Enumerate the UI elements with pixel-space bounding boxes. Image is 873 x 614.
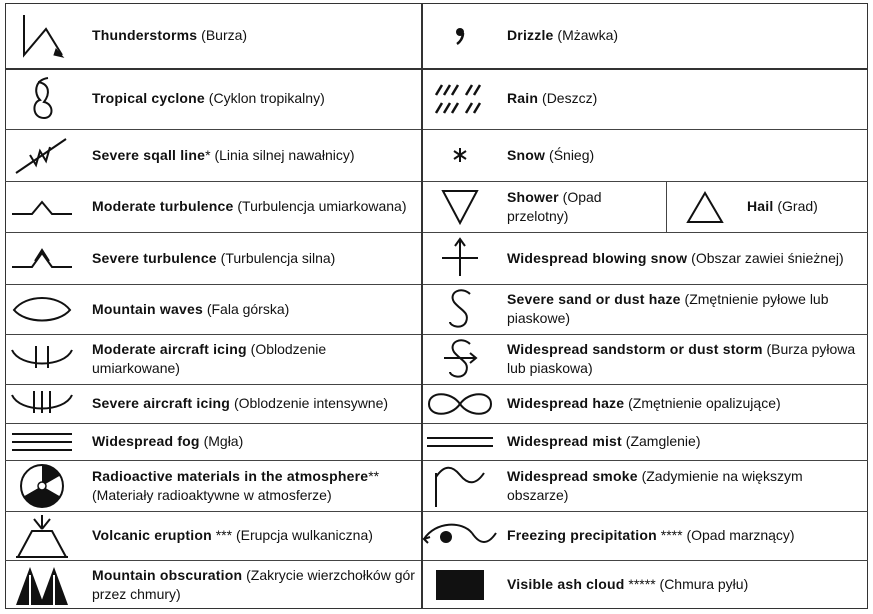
symbol-name: Radioactive materials in the atmosphere xyxy=(92,467,369,484)
legend-item-extra xyxy=(747,181,862,232)
tropical-cyclone-icon xyxy=(1,68,83,129)
symbol-name: Widespread blowing snow xyxy=(507,249,688,266)
legend-item-right xyxy=(507,334,860,384)
symbol-translation: (Cyklon tropikalny) xyxy=(204,90,325,106)
mountain-waves-icon xyxy=(1,284,83,334)
symbol-translation: (Zamglenie) xyxy=(621,433,701,449)
moderate-turbulence-icon xyxy=(1,181,83,232)
legend-item-right xyxy=(507,384,860,423)
hail-divider xyxy=(666,181,667,232)
legend-item-right xyxy=(507,511,860,560)
legend-item-left xyxy=(92,284,417,334)
symbol-name: Severe sqall line xyxy=(92,146,206,163)
legend-item-left xyxy=(92,423,417,460)
symbol-translation: (Oblodzenie umiarkowane) xyxy=(92,341,327,376)
legend-item-right xyxy=(507,129,860,181)
symbol-name: Widespread fog xyxy=(92,433,200,449)
mist-icon xyxy=(419,423,501,460)
legend-item-right xyxy=(507,68,860,129)
legend-item-right xyxy=(507,460,860,511)
symbol-name: Severe sand or dust haze xyxy=(507,291,681,307)
symbol-translation: (Burza pyłowa lub piaskowa) xyxy=(507,341,856,376)
thunderstorm-icon xyxy=(1,3,83,68)
sandstorm-icon xyxy=(419,334,501,384)
symbol-translation: (Mżawka) xyxy=(553,27,619,43)
symbol-translation: (Deszcz) xyxy=(538,90,598,106)
blowing-snow-icon xyxy=(419,232,501,284)
volcano-icon xyxy=(1,511,83,560)
symbol-translation: (Zmętnienie pyłowe lub piaskowe) xyxy=(507,291,829,326)
radioactive-icon xyxy=(1,460,83,511)
sand-dust-haze-icon xyxy=(419,284,501,334)
symbol-name: Widespread mist xyxy=(507,433,622,449)
legend-item-left xyxy=(92,460,417,511)
symbol-name: Widespread sandstorm or dust storm xyxy=(507,341,763,357)
freezing-precipitation-icon xyxy=(419,511,501,560)
fog-icon xyxy=(1,423,83,460)
symbol-name: Freezing precipitation xyxy=(507,527,657,543)
symbol-translation: (Grad) xyxy=(773,198,818,214)
symbol-translation: (Burza) xyxy=(197,27,248,43)
symbol-name: Hail xyxy=(747,198,774,214)
symbol-translation: ** (Materiały radioaktywne w atmosferze) xyxy=(92,467,380,503)
symbol-name: Mountain obscuration xyxy=(92,566,243,583)
symbol-translation: (Turbulencja silna) xyxy=(216,249,336,266)
shower-icon xyxy=(419,181,501,232)
severe-turbulence-icon xyxy=(1,232,83,284)
rain-icon xyxy=(419,68,501,129)
symbol-name: Tropical cyclone xyxy=(92,90,205,106)
legend-item-right xyxy=(507,423,860,460)
symbol-name: Severe aircraft icing xyxy=(92,395,231,411)
drizzle-icon xyxy=(419,3,501,68)
symbol-name: Widespread smoke xyxy=(507,467,638,484)
symbol-translation: (Oblodzenie intensywne) xyxy=(230,395,389,411)
symbol-translation: (Śnieg) xyxy=(545,146,595,163)
legend-item-left xyxy=(92,384,417,423)
legend-item-left xyxy=(92,129,417,181)
legend-item-left xyxy=(92,68,417,129)
legend-item-right xyxy=(507,560,860,609)
ash-cloud-icon xyxy=(419,560,501,609)
symbol-name: Snow xyxy=(507,146,546,163)
symbol-name: Moderate turbulence xyxy=(92,198,234,214)
symbol-name: Widespread haze xyxy=(507,395,625,411)
symbol-translation: (Zmętnienie opalizujące) xyxy=(624,395,781,411)
symbol-translation: (Fala górska) xyxy=(202,300,290,317)
symbol-translation: ***** (Chmura pyłu) xyxy=(624,576,749,592)
legend-item-right xyxy=(507,284,860,334)
snow-icon xyxy=(419,129,501,181)
symbol-name: Thunderstorms xyxy=(92,27,198,43)
legend-item-left xyxy=(92,232,417,284)
symbol-translation: (Zakrycie wierzchołków gór przez chmury) xyxy=(92,566,415,602)
mountain-obscuration-icon xyxy=(1,560,83,609)
severe-icing-icon xyxy=(1,384,83,423)
legend-item-left xyxy=(92,560,417,609)
symbol-name: Rain xyxy=(507,90,539,106)
legend-item-right xyxy=(507,181,662,232)
legend-item-left xyxy=(92,181,417,232)
symbol-translation: * (Linia silnej nawałnicy) xyxy=(205,146,355,163)
moderate-icing-icon xyxy=(1,334,83,384)
symbol-translation: **** (Opad marznący) xyxy=(656,527,795,543)
smoke-icon xyxy=(419,460,501,511)
symbol-name: Visible ash cloud xyxy=(507,576,625,592)
symbol-name: Moderate aircraft icing xyxy=(92,341,247,357)
hail-icon xyxy=(682,181,728,232)
legend-item-right xyxy=(507,232,860,284)
symbol-translation: (Turbulencja umiarkowana) xyxy=(233,198,407,214)
legend-item-left xyxy=(92,511,417,560)
legend-item-right xyxy=(507,3,860,68)
squall-line-icon xyxy=(1,129,83,181)
symbol-name: Drizzle xyxy=(507,27,554,43)
symbol-name: Severe turbulence xyxy=(92,249,217,266)
symbol-translation: (Zadymienie na większym obszarze) xyxy=(507,467,803,503)
symbol-name: Volcanic eruption xyxy=(92,527,212,543)
symbol-translation: *** (Erupcja wulkaniczna) xyxy=(211,527,373,543)
symbol-translation: (Obszar zawiei śnieżnej) xyxy=(687,249,844,266)
symbol-translation: (Opad przelotny) xyxy=(507,188,602,224)
symbol-name: Shower xyxy=(507,188,559,205)
symbol-translation: (Mgła) xyxy=(199,433,244,449)
symbol-name: Mountain waves xyxy=(92,300,203,317)
legend-item-left xyxy=(92,3,417,68)
haze-icon xyxy=(419,384,501,423)
legend-item-left xyxy=(92,334,417,384)
